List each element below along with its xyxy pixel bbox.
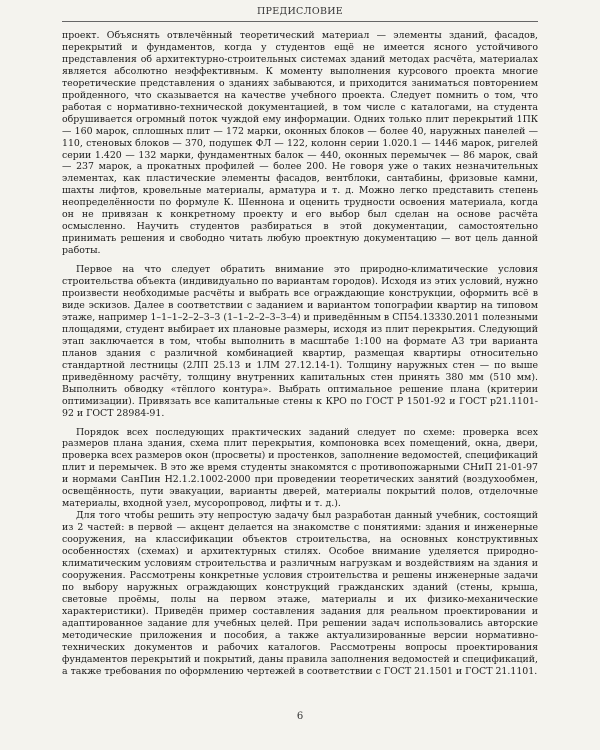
paragraph: Для того чтобы решить эту непростую задачу был разработан данный учебник, состоящий из 2 частей: в первой — акцент делается на знакомстве с понятиями: здания и инженерные сооружения, на классификации объектов строительства, на основных конструктивных особенностях (схемах) и архитектурных стилях. Особое внимание уделяется природно-климатическим условиям строительства и различным нагрузкам и воздействиям на здания и сооружения. Рассмотрены конкретные условия строительства и решены инженерные задачи по выбору наружных ограждающих конструкций гражданских зданий (стены, крыша, световые проёмы, полы на первом этаже, материалы и их физико-механические характеристики). Приведён пример составления задания для реальном проектировании и адаптированное задание для учебных целей. При решении задач использовались авторские методические приложения и пособия, а также актуализированные версии нормативно-технических документов и рабочих каталогов. Рассмотрены вопросы проектирования фундаментов перекрытий и покрытий, даны правила заполнения ведомостей и спецификаций, а также требования по оформлению чертежей в соответствии с ГОСТ 21.1501 и ГОСТ 21.1101. [62, 510, 538, 677]
running-header: ПРЕДИСЛОВИЕ [256, 6, 344, 17]
text-body [62, 30, 538, 678]
page-number: 6 [296, 711, 304, 722]
paragraph: проект. Объяснять отвлечённый теоретический материал — элементы зданий, фасадов, перекрытий и фундаментов, когда у студентов ещё не имеется ясного устойчивого представления об архитектурно-строительных системах зданий методах расчёта, материалах является абсолютно неэффективным. К моменту выполнения курсового проекта многие теоретические представления о зданиях забываются, и приходится заниматься повторением пройденного, что сказывается на качестве учебного проекта. Следует помнить о том, что работая с нормативно-технической документацией, в том числе с каталогами, на студента обрушивается огромный поток чуждой ему информации. Одних только плит перекрытий 1ПК — 160 марок, сплошных плит — 172 марки, оконных блоков — более 40, наружных панелей — 110, стеновых блоков — 370, подушек ФЛ — 122, колонн серии 1.020.1 — 1446 марок, ригелей серии 1.420 — 132 марки, фундаментных балок — 440, оконных перемычек — 86 марок, свай — 237 марок, а прокатных профилей — более 200. Не говоря уже о таких незначительных элементах, как пластические элементы фасадов, вентблоки, сантабины, фризовые камни, шахты лифтов, кровельные материалы, арматура и т. д. Можно легко представить степень неопределённости по формуле К. Шеннона и оценить трудности освоения материала, когда он не привязан к конкретному проекту и его выбор был сделан на основе расчёта осмысленно. Научить студентов разбираться в этой документации, самостоятельно принимать решения и свободно читать любую проектную документацию — вот цель данной работы. [62, 30, 538, 257]
paragraph: Порядок всех последующих практических заданий следует по схеме: проверка всех размеров плана здания, схема плит перекрытия, компоновка всех помещений, окна, двери, проверка всех размеров окон (просветы) и простенков, заполнение ведомостей, спецификаций плит и перемычек. В это же время студенты знакомятся с противопожарными СНиП 21-01-97 и нормами СанПин Н2.1.2.1002-2000 при проведении теоретических занятий (воздухообмен, освещённость, пути эвакуации, варианты дверей, материалы покрытий полов, отделочные материалы, входной узел, мусоропровод, лифты и т. д.). [62, 426, 538, 510]
paragraph: Первое на что следует обратить внимание это природно-климатические условия строительства объекта (индивидуально по вариантам городов). Исходя из этих условий, нужно произвести необходимые расчёты и выбрать все ограждающие конструкции, оформить всё в виде эскизов. Далее в соответствии с заданием и вариантом топографии квартир на типовом этаже, например 1–1–1–2–2–3–3 (1–1–2–2–3–3–4) и приведённым в СП54.13330.2011 полезными площадями, студент выбирает их плановые размеры, исходя из плит перекрытия. Следующий этап заключается в том, чтобы выполнить в масштабе 1:100 на формате А3 три варианта планов здания с различной комбинацией квартир, размещая квартиры относительно стандартной лестницы (2ЛП 25.13 и 1ЛМ 27.12.14-1). Толщину наружных стен — по выше приведённому расчёту, толщину внутренних капитальных стен принять 380 мм (510 мм). Выполнить обводку «тёплого контура». Выбрать оптимальное решение плана (критерии оптимизации). Привязать все капитальные стены к КРО по ГОСТ Р 1501-92 и ГОСТ р21.1101-92 и ГОСТ 28984-91. [62, 264, 538, 419]
header-rule [62, 21, 538, 22]
